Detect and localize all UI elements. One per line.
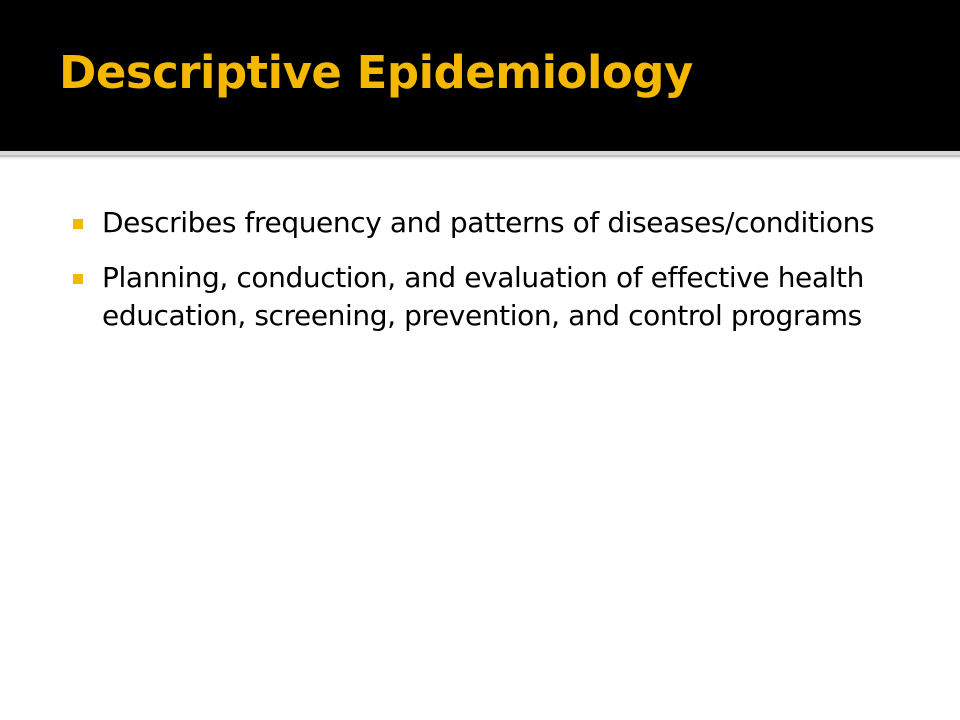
square-bullet-icon <box>73 219 83 229</box>
bullet-text: Planning, conduction, and evaluation of effective health education, screening, prevention, and control programs <box>102 261 864 332</box>
title-bar <box>0 0 960 151</box>
bullet-item <box>72 259 912 335</box>
bullet-text: Describes frequency and patterns of diseases/conditions <box>102 206 875 239</box>
title-divider-fade <box>0 157 960 160</box>
slide-title: Descriptive Epidemiology <box>59 46 693 99</box>
square-bullet-icon <box>73 274 83 284</box>
bullet-item <box>72 204 912 242</box>
bullet-list <box>72 204 912 352</box>
